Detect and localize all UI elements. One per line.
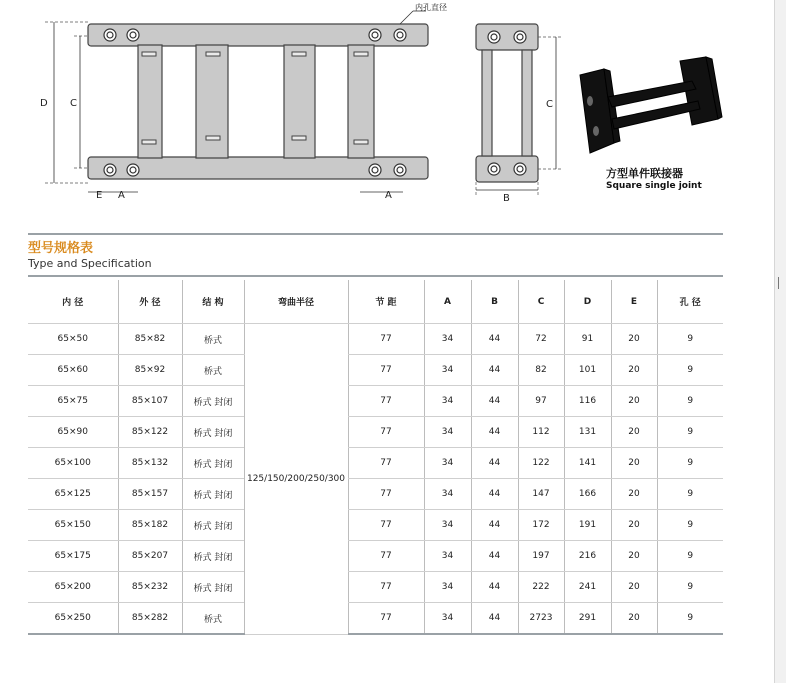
table-cell: 桥式 [182,355,244,386]
table-cell: 172 [518,510,564,541]
table-cell: 85×182 [118,510,182,541]
table-cell: 20 [611,355,657,386]
table-cell: 85×207 [118,541,182,572]
table-cell: 65×90 [28,417,118,448]
table-cell: 44 [471,386,518,417]
table-cell: 77 [348,324,424,355]
table-cell: 77 [348,510,424,541]
table-cell: 65×250 [28,603,118,635]
table-cell: 20 [611,572,657,603]
table-cell: 85×122 [118,417,182,448]
table-cell: 桥式 封闭 [182,417,244,448]
table-cell: 44 [471,603,518,635]
table-cell: 44 [471,324,518,355]
table-cell: 桥式 封闭 [182,479,244,510]
table-cell: 222 [518,572,564,603]
table-cell: 112 [518,417,564,448]
table-cell: 9 [657,510,723,541]
table-cell: 44 [471,448,518,479]
dim-c-label: C [70,98,77,109]
table-cell: 20 [611,479,657,510]
table-cell: 44 [471,479,518,510]
table-cell: 82 [518,355,564,386]
dim-b-label: B [503,193,510,204]
table-cell: 65×75 [28,386,118,417]
table-cell: 20 [611,603,657,635]
table-row [28,572,723,603]
table-cell: 85×107 [118,386,182,417]
table-cell: 77 [348,541,424,572]
table-cell: 91 [564,324,611,355]
table-cell: 34 [424,448,471,479]
table-cell: 77 [348,572,424,603]
table-cell: 101 [564,355,611,386]
table-cell: 65×60 [28,355,118,386]
col-header: A [424,280,471,324]
table-row [28,417,723,448]
side-view-drawing [462,10,572,205]
table-cell: 77 [348,386,424,417]
table-cell: 34 [424,355,471,386]
table-cell: 216 [564,541,611,572]
table-cell: 241 [564,572,611,603]
table-cell: 65×175 [28,541,118,572]
table-cell: 44 [471,417,518,448]
table-cell: 20 [611,386,657,417]
table-cell: 34 [424,572,471,603]
table-cell: 34 [424,603,471,635]
table-cell: 20 [611,510,657,541]
col-header: 结 构 [182,280,244,324]
table-cell: 9 [657,448,723,479]
bend-radius-cell: 125/150/200/250/300 [244,324,348,635]
hole-diameter-label: 内孔直径 [415,3,447,12]
spec-header-row [28,280,723,324]
table-cell: 77 [348,355,424,386]
table-cell: 34 [424,324,471,355]
table-cell: 291 [564,603,611,635]
table-cell: 65×50 [28,324,118,355]
table-cell: 9 [657,355,723,386]
table-cell: 34 [424,510,471,541]
photo-caption-cn: 方型单件联接器 [606,167,683,180]
table-cell: 9 [657,324,723,355]
table-cell: 122 [518,448,564,479]
table-cell: 65×150 [28,510,118,541]
table-cell: 77 [348,603,424,635]
col-header: 弯曲半径 [244,280,348,324]
spec-body [28,324,723,635]
table-cell: 桥式 封闭 [182,386,244,417]
table-row [28,448,723,479]
col-header: C [518,280,564,324]
table-cell: 2723 [518,603,564,635]
table-cell: 166 [564,479,611,510]
table-cell: 9 [657,417,723,448]
table-cell: 桥式 封闭 [182,541,244,572]
section-title [28,241,152,271]
table-row [28,541,723,572]
scrollbar-track[interactable] [774,0,786,683]
table-row [28,324,723,355]
table-row [28,355,723,386]
table-cell: 44 [471,510,518,541]
table-cell: 桥式 [182,603,244,635]
table-cell: 桥式 [182,324,244,355]
table-cell: 34 [424,541,471,572]
table-cell: 34 [424,386,471,417]
table-cell: 9 [657,603,723,635]
table-cell: 桥式 封闭 [182,572,244,603]
table-cell: 44 [471,355,518,386]
table-cell: 197 [518,541,564,572]
dim-a-label: A [118,190,125,201]
section-title-cn: 型号规格表 [28,241,94,256]
table-cell: 20 [611,448,657,479]
table-cell: 桥式 封闭 [182,510,244,541]
table-row [28,386,723,417]
table-cell: 72 [518,324,564,355]
col-header: 孔 径 [657,280,723,324]
table-cell: 34 [424,479,471,510]
section-rule-top [28,233,723,235]
table-cell: 147 [518,479,564,510]
table-cell: 65×125 [28,479,118,510]
table-cell: 85×92 [118,355,182,386]
section-title-en: Type and Specification [28,257,152,270]
table-cell: 65×100 [28,448,118,479]
dim-e-label: E [96,190,103,201]
dim-c2-label: C [546,99,553,110]
table-cell: 65×200 [28,572,118,603]
photo-caption-en: Square single joint [606,181,702,191]
table-cell: 85×282 [118,603,182,635]
table-row [28,510,723,541]
scroll-marker-icon [778,277,783,289]
table-cell: 77 [348,417,424,448]
dim-a2-label: A [385,190,392,201]
table-cell: 85×232 [118,572,182,603]
section-rule-mid [28,275,723,277]
col-header: D [564,280,611,324]
table-cell: 桥式 封闭 [182,448,244,479]
table-cell: 44 [471,541,518,572]
table-cell: 97 [518,386,564,417]
table-cell: 20 [611,324,657,355]
col-header: 外 径 [118,280,182,324]
table-cell: 9 [657,386,723,417]
col-header: 内 径 [28,280,118,324]
table-cell: 44 [471,572,518,603]
table-cell: 9 [657,572,723,603]
col-header: E [611,280,657,324]
table-cell: 131 [564,417,611,448]
table-cell: 9 [657,479,723,510]
col-header: B [471,280,518,324]
table-cell: 85×157 [118,479,182,510]
table-cell: 191 [564,510,611,541]
col-header: 节 距 [348,280,424,324]
dim-d-label: D [40,98,48,109]
table-cell: 20 [611,417,657,448]
table-cell: 34 [424,417,471,448]
table-cell: 77 [348,448,424,479]
table-cell: 77 [348,479,424,510]
table-cell: 85×132 [118,448,182,479]
table-cell: 116 [564,386,611,417]
spec-table [28,280,723,635]
table-cell: 85×82 [118,324,182,355]
table-cell: 9 [657,541,723,572]
front-view-drawing [30,0,450,205]
table-row [28,479,723,510]
square-joint-photo [572,55,732,160]
table-row [28,603,723,635]
table-cell: 141 [564,448,611,479]
table-cell: 20 [611,541,657,572]
